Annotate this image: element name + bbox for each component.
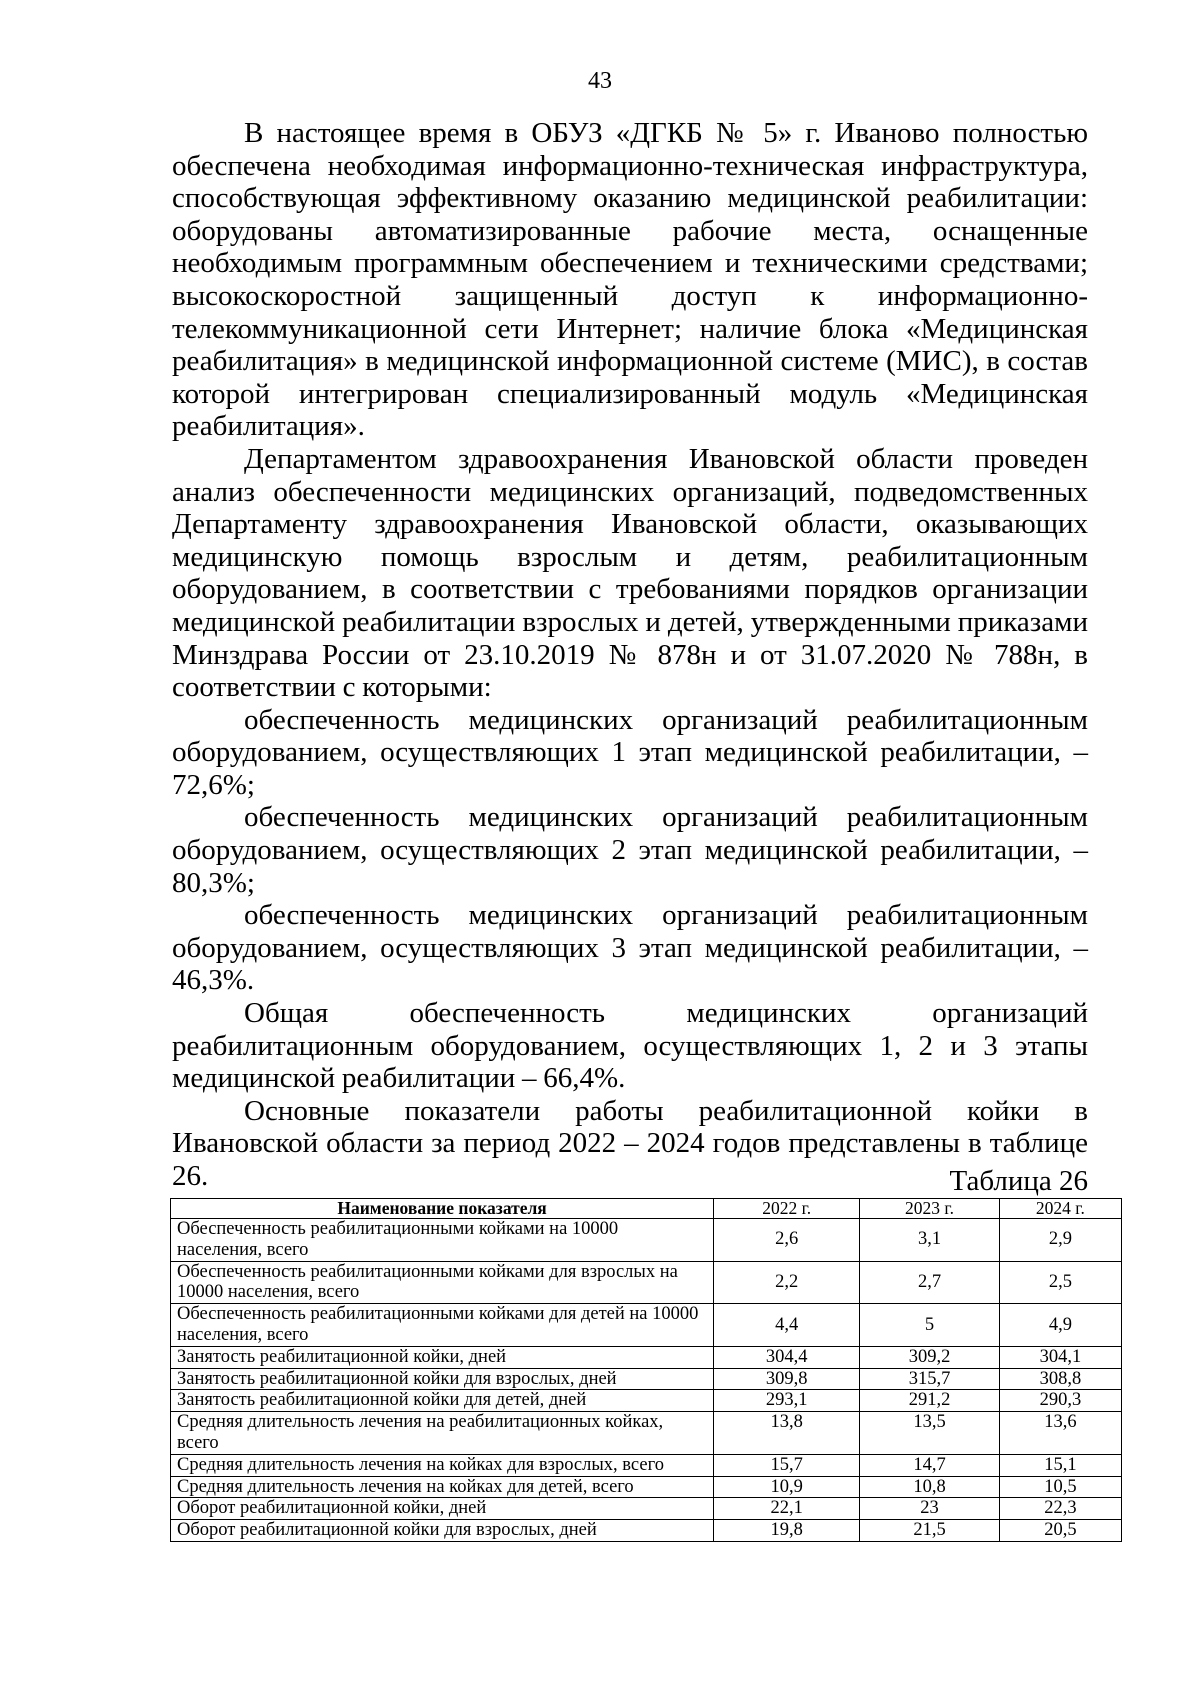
page-number: 43: [588, 68, 612, 94]
value-2023: 2,7: [860, 1261, 1000, 1304]
value-2024: 10,5: [999, 1476, 1121, 1498]
value-2023: 291,2: [860, 1390, 1000, 1412]
value-2023: 309,2: [860, 1346, 1000, 1368]
row-name: Средняя длительность лечения на койках для взрослых, всего: [171, 1454, 714, 1476]
indicators-table: [170, 1198, 1122, 1542]
value-2024: 13,6: [999, 1412, 1121, 1455]
paragraph-infrastructure: В настоящее время в ОБУЗ «ДГКБ № 5» г. Иваново полностью обеспечена необходимая информационно-техническая инфраструктура, способствующая эффективному оказанию медицинской реабилитации: оборудованы автоматизированные рабочие места, оснащенные необходимым программным обеспечением и техническими средствами; высокоскоростной защищенный доступ к информационно-телекоммуникационной сети Интернет; наличие блока «Медицинская реабилитация» в медицинской информационной системе (МИС), в состав которой интегрирован специализированный модуль «Медицинская реабилитация».: [172, 117, 1088, 443]
value-2022: 22,1: [714, 1498, 860, 1520]
value-2022: 10,9: [714, 1476, 860, 1498]
value-2022: 309,8: [714, 1368, 860, 1390]
value-2023: 13,5: [860, 1412, 1000, 1455]
value-2024: 2,5: [999, 1261, 1121, 1304]
value-2022: 4,4: [714, 1304, 860, 1347]
paragraph-overall: Общая обеспеченность медицинских организаций реабилитационным оборудованием, осуществляющих 1, 2 и 3 этапы медицинской реабилитации – 66,4%.: [172, 997, 1088, 1095]
value-2022: 293,1: [714, 1390, 860, 1412]
value-2022: 304,4: [714, 1346, 860, 1368]
row-name: Занятость реабилитационной койки для взрослых, дней: [171, 1368, 714, 1390]
value-2023: 10,8: [860, 1476, 1000, 1498]
row-name: Оборот реабилитационной койки, дней: [171, 1498, 714, 1520]
value-2022: 15,7: [714, 1454, 860, 1476]
value-2024: 304,1: [999, 1346, 1121, 1368]
table-header-row: [171, 1199, 1122, 1219]
value-2024: 4,9: [999, 1304, 1121, 1347]
value-2022: 19,8: [714, 1520, 860, 1542]
table-row: [171, 1498, 1122, 1520]
body-text: [172, 117, 1088, 1193]
header-2024: 2024 г.: [999, 1199, 1121, 1219]
value-2024: 20,5: [999, 1520, 1121, 1542]
paragraph-stage-2: обеспеченность медицинских организаций реабилитационным оборудованием, осуществляющих 2 этап медицинской реабилитации, – 80,3%;: [172, 801, 1088, 899]
header-2023: 2023 г.: [860, 1199, 1000, 1219]
value-2024: 22,3: [999, 1498, 1121, 1520]
table-row: [171, 1304, 1122, 1347]
value-2023: 3,1: [860, 1219, 1000, 1262]
value-2023: 315,7: [860, 1368, 1000, 1390]
table-caption: Таблица 26: [949, 1165, 1088, 1197]
value-2024: 2,9: [999, 1219, 1121, 1262]
table-row: [171, 1346, 1122, 1368]
row-name: Оборот реабилитационной койки для взрослых, дней: [171, 1520, 714, 1542]
value-2022: 2,6: [714, 1219, 860, 1262]
row-name: Средняя длительность лечения на койках для детей, всего: [171, 1476, 714, 1498]
value-2023: 14,7: [860, 1454, 1000, 1476]
header-2022: 2022 г.: [714, 1199, 860, 1219]
value-2024: 15,1: [999, 1454, 1121, 1476]
paragraph-stage-1: обеспеченность медицинских организаций реабилитационным оборудованием, осуществляющих 1 этап медицинской реабилитации, – 72,6%;: [172, 703, 1088, 801]
row-name: Занятость реабилитационной койки, дней: [171, 1346, 714, 1368]
table-row: [171, 1261, 1122, 1304]
value-2022: 13,8: [714, 1412, 860, 1455]
row-name: Занятость реабилитационной койки для детей, дней: [171, 1390, 714, 1412]
value-2023: 5: [860, 1304, 1000, 1347]
table-row: [171, 1368, 1122, 1390]
row-name: Обеспеченность реабилитационными койками для взрослых на 10000 населения, всего: [171, 1261, 714, 1304]
row-name: Обеспеченность реабилитационными койками для детей на 10000 населения, всего: [171, 1304, 714, 1347]
table-row: [171, 1520, 1122, 1542]
row-name: Обеспеченность реабилитационными койками на 10000 населения, всего: [171, 1219, 714, 1262]
row-name: Средняя длительность лечения на реабилитационных койках, всего: [171, 1412, 714, 1455]
table-row: [171, 1390, 1122, 1412]
header-indicator-name: Наименование показателя: [171, 1199, 714, 1219]
table-row: [171, 1476, 1122, 1498]
value-2024: 290,3: [999, 1390, 1121, 1412]
paragraph-stage-3: обеспеченность медицинских организаций реабилитационным оборудованием, осуществляющих 3 этап медицинской реабилитации, – 46,3%.: [172, 899, 1088, 997]
table-row: [171, 1219, 1122, 1262]
table-row: [171, 1412, 1122, 1455]
value-2022: 2,2: [714, 1261, 860, 1304]
table-row: [171, 1454, 1122, 1476]
value-2024: 308,8: [999, 1368, 1121, 1390]
paragraph-analysis: Департаментом здравоохранения Ивановской области проведен анализ обеспеченности медицинских организаций, подведомственных Департаменту здравоохранения Ивановской области, оказывающих медицинскую помощь взрослым и детям, реабилитационным оборудованием, в соответствии с требованиями порядков организации медицинской реабилитации взрослых и детей, утвержденными приказами Минздрава России от 23.10.2019 № 878н и от 31.07.2020 № 788н, в соответствии с которыми:: [172, 442, 1088, 704]
value-2023: 23: [860, 1498, 1000, 1520]
value-2023: 21,5: [860, 1520, 1000, 1542]
paragraph-table-intro: Основные показатели работы реабилитационной койки в Ивановской области за период 2022 – 2024 годов представлены в таблице 26.: [172, 1094, 1088, 1192]
